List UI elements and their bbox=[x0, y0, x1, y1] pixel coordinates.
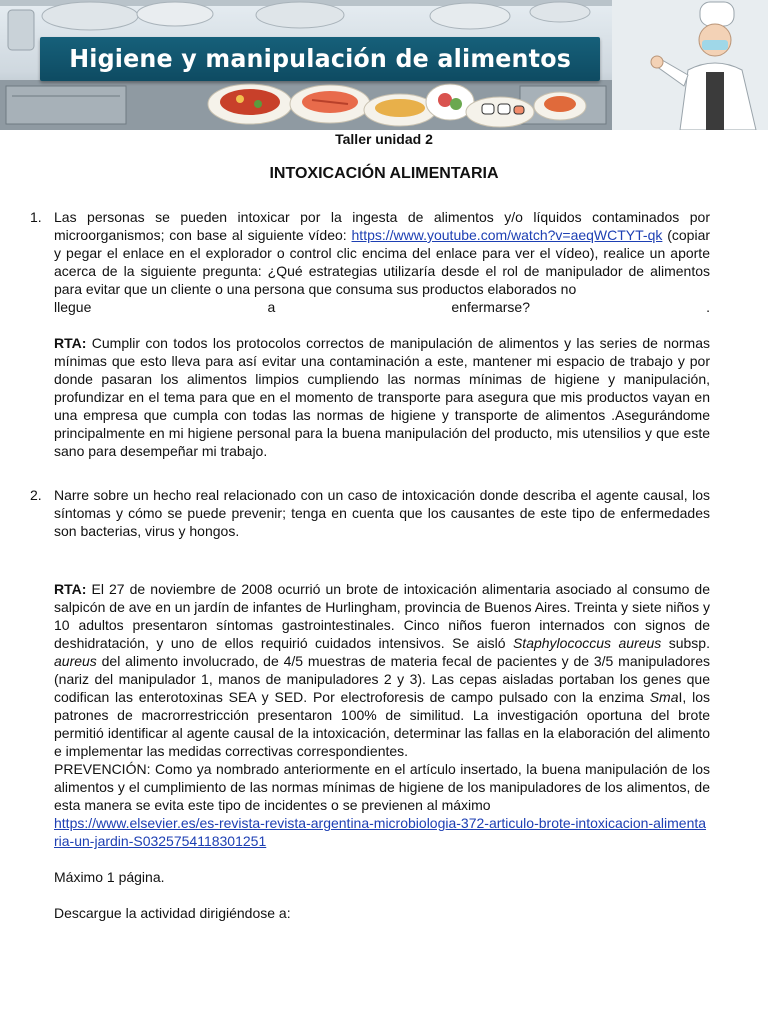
question-1 bbox=[30, 208, 710, 460]
answer-1-text: Cumplir con todos los protocolos correctos de manipulación de alimentos y las series de normas mínimas que esto lleva para así evitar una contaminación a este, mantener mi espacio de trabajo y por donde pasaran los alimentos limpios cumpliendo las normas mínimas de higiene y manipulación, profundizar en el tema para que en el momento de transporte para asegura que mis productos vayan en una empresa que cumpla con todas las normas de higiene y transporte de alimentos .Asegurándome principalmente en mi higiene personal para la buena manipulación del producto, mis utensilios y que este sano para desempeñar mi trabajo. bbox=[54, 335, 711, 459]
youtube-video-link[interactable]: https://www.youtube.com/watch?v=aeqWCTYT-qk bbox=[351, 227, 663, 243]
question-1-text bbox=[54, 208, 710, 298]
bacteria-name: Staphylococcus aureus bbox=[512, 635, 662, 651]
answer-1 bbox=[54, 334, 710, 460]
answer-2 bbox=[54, 580, 710, 760]
question-2 bbox=[30, 486, 710, 922]
question-number: 2. bbox=[30, 487, 42, 503]
workshop-subtitle: Taller unidad 2 bbox=[335, 131, 433, 147]
document-title: INTOXICACIÓN ALIMENTARIA bbox=[269, 165, 499, 182]
banner-title bbox=[40, 37, 600, 81]
elsevier-article-link[interactable]: https://www.elsevier.es/es-revista-revista-argentina-microbiologia-372-articulo-brote-intoxicacion-alimentaria-un-jardin-S0325754118301251 bbox=[54, 815, 707, 849]
document-body bbox=[30, 208, 710, 922]
question-number: 1. bbox=[30, 209, 42, 225]
enzyme-name: Sma bbox=[649, 689, 679, 705]
download-instruction: Descargue la actividad dirigiéndose a: bbox=[54, 905, 291, 921]
question-1-intro: Las personas se pueden intoxicar por la ingesta de alimentos y/o líquidos contaminados por microorganismos; con base al siguiente vídeo: bbox=[54, 209, 710, 243]
species-name: aureus bbox=[54, 653, 97, 669]
header-banner bbox=[0, 0, 768, 130]
answer-label: RTA: bbox=[54, 581, 87, 597]
question-2-text: Narre sobre un hecho real relacionado con un caso de intoxicación donde describa el agente causal, los síntomas y cómo se puede prevenir; tenga en cuenta que los causantes de este tipo de enfermedades son bacterias, virus y hongos. bbox=[54, 487, 710, 539]
question-1-prompt: (copiar y pegar el enlace en el explorador o control clic encima del enlace para ver el vídeo), realice un aporte acerca de la siguiente pregunta: ¿Qué estrategias utilizaría desde el rol de manipulador de alimentos para evitar que un cliente o una persona que consuma sus productos elaborados no bbox=[54, 227, 711, 297]
question-1-last-line: llegue a enfermarse? . bbox=[54, 299, 710, 315]
answer-2-part3: I, los patrones de macrorrestricción presentaron 100% de similitud. La investigación oportuna del brote permitió identificar al agente causal de la intoxicación, determinar las fallas en la elaboración del alimento e implementar las medidas correctivas correspondientes. bbox=[54, 689, 710, 759]
banner-title-text: Higiene y manipulación de alimentos bbox=[69, 44, 571, 73]
max-page-note: Máximo 1 página. bbox=[54, 869, 165, 885]
prevention-text: PREVENCIÓN: Como ya nombrado anteriormente en el artículo insertado, la buena manipulación de los alimentos y el cumplimiento de las normas mínimas de higiene de los manipuladores de los alimentos, de esta manera se evita este tipo de incidentes o se previenen al máximo bbox=[54, 761, 710, 813]
answer-2-part1: El 27 de noviembre de 2008 ocurrió un brote de intoxicación alimentaria asociado al consumo de salpicón de ave en un jardín de infantes de Hurlingham, provincia de Buenos Aires. Treinta y siete niños y 10 adultos presentaron síntomas gastrointestinales. Cinco niños fueron internados con signos de deshidratación, y uno de ellos requirió cuidados intensivos. Se aisló bbox=[54, 581, 711, 651]
article-link-wrap bbox=[54, 814, 710, 850]
answer-label: RTA: bbox=[54, 335, 87, 351]
answer-2-part2: del alimento involucrado, de 4/5 muestras de materia fecal de pacientes y de 3/5 manipuladores (nariz del manipulador 1, manos de manipuladores 2 y 3). Las cepas aisladas portaban los genes que codifican las enterotoxinas SEA y SED. Por electroforesis de campo pulsado con la enzima bbox=[54, 653, 710, 705]
subspecies-label: subsp. bbox=[668, 635, 710, 651]
